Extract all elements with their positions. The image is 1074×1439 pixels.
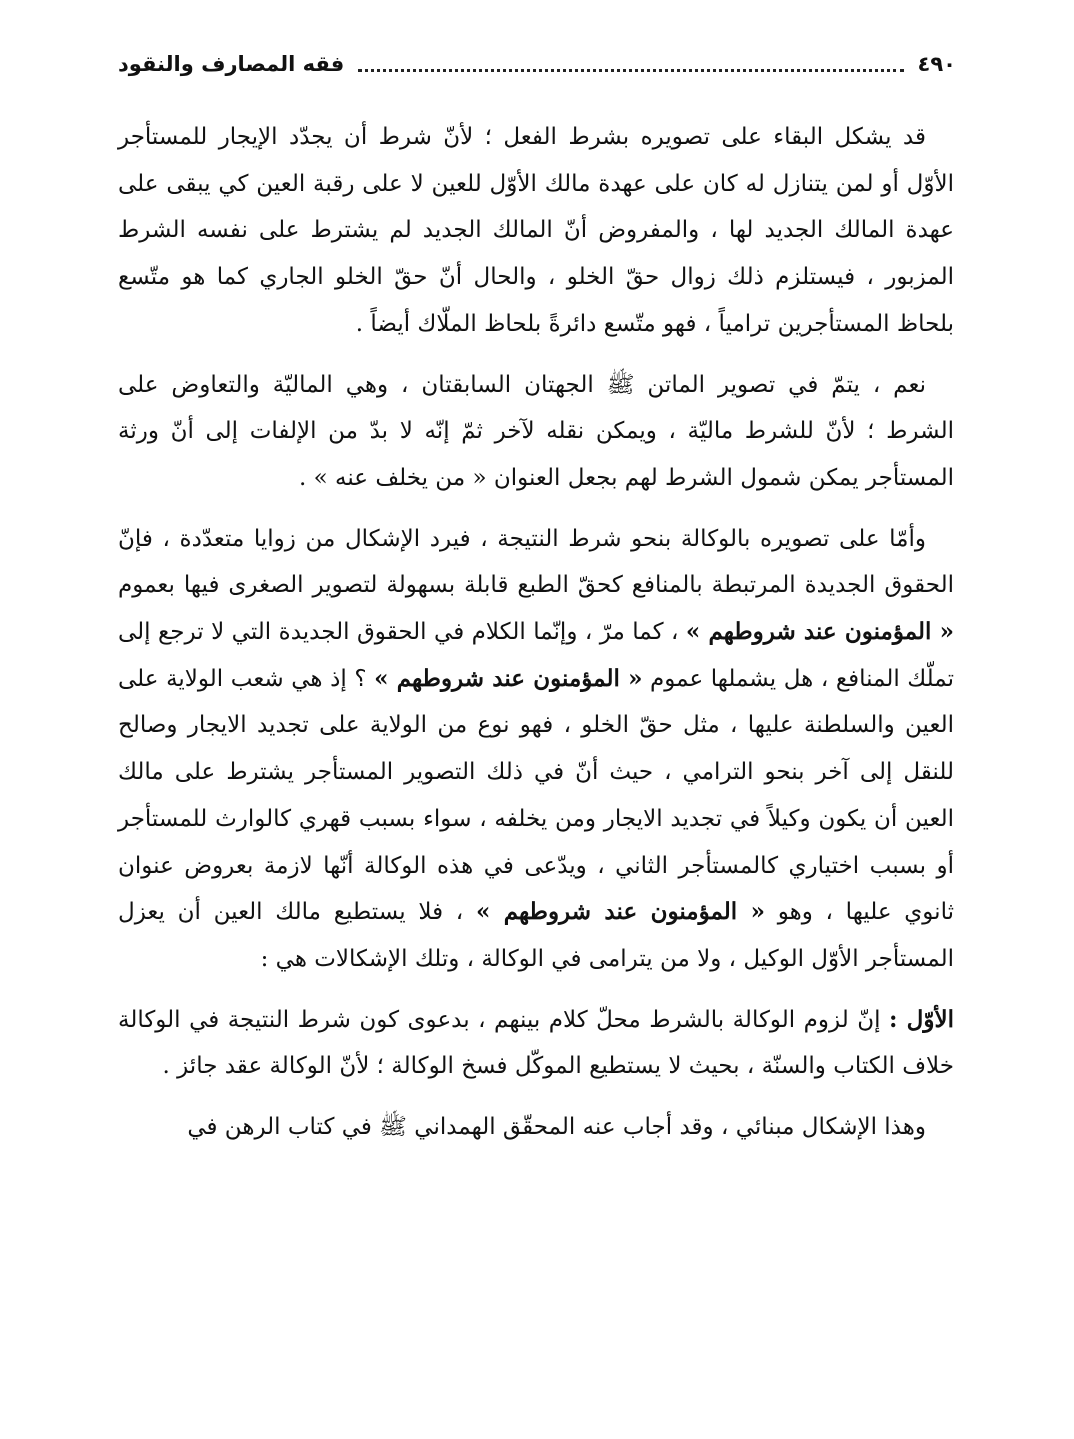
- paragraph-3: [118, 516, 954, 983]
- hadith-quote-3: « المؤمنون عند شروطهم »: [475, 898, 765, 926]
- paragraph-3-part-1: وأمّا على تصويره بالوكالة بنحو شرط النتيجة ، فيرد الإشكال من زوايا متعدّدة ، فإنّ الحقوق الجديدة المرتبطة بالمنافع كحقّ الطبع قابلة بسهولة لتصوير الصغرى فيها بعموم: [118, 525, 954, 599]
- header-dotted-leader: [358, 69, 903, 72]
- page-number: ٤٩٠: [917, 52, 956, 76]
- running-title: فقه المصارف والنقود: [118, 52, 345, 76]
- paragraph-1: قد يشكل البقاء على تصويره بشرط الفعل ؛ لأنّ شرط أن يجدّد الإيجار للمستأجر الأوّل أو لمن يتنازل له كان على عهدة مالك الأوّل للعين لا على رقبة العين كي يبقى على عهدة المالك الجديد لها ، والمفروض أنّ المالك الجديد لم يشترط على نفسه الشرط المزبور ، فيستلزم ذلك زوال حقّ الخلو ، والحال أنّ حقّ الخلو الجاري كما هو متّسع بلحاظ المستأجرين ترامياً ، فهو متّسع دائرةً بلحاظ الملّاك أيضاً .: [118, 124, 955, 337]
- page-header: [118, 44, 956, 84]
- body-text: [118, 114, 954, 1165]
- paragraph-3-part-2: ، كما مرّ ، وإنّما الكلام في الحقوق الجديدة التي لا ترجع إلى تملّك المنافع ، هل يشملها عموم: [118, 619, 954, 692]
- paragraph-4-text: إنّ لزوم الوكالة بالشرط محلّ كلام بينهم ، بدعوى كون شرط النتيجة في الوكالة خلاف الكتاب والسنّة ، بحيث لا يستطيع الموكّل فسخ الوكالة ؛ لأنّ الوكالة عقد جائز .: [118, 1006, 954, 1080]
- hadith-quote-1: « المؤمنون عند شروطهم »: [685, 618, 954, 646]
- first-objection-label: الأوّل :: [888, 1005, 954, 1033]
- paragraph-4: [118, 997, 954, 1090]
- paragraph-3-part-4: ، فلا يستطيع مالك العين أن يعزل المستأجر الأوّل الوكيل ، ولا من يترامى في الوكالة ، وتلك الإشكالات هي :: [118, 899, 954, 972]
- hadith-quote-2: « المؤمنون عند شروطهم »: [374, 664, 643, 692]
- paragraph-3-part-3: ؟ إذ هي شعب الولاية على العين والسلطنة عليها ، مثل حقّ الخلو ، فهو نوع من الولاية على تجديد الايجار وصالح للنقل إلى آخر بنحو الترامي ، حيث أنّ في ذلك التصوير المستأجر يشترط على مالك العين أن يكون وكيلاً في تجديد الايجار ومن يخلفه ، سواء بسبب قهري كالوارث للمستأجر أو بسبب اختياري كالمستأجر الثاني ، ويدّعى في هذه الوكالة أنّها لازمة بعروض عنوان ثانوي عليها ، وهو: [118, 665, 954, 926]
- paragraph-5: وهذا الإشكال مبنائي ، وقد أجاب عنه المحقّق الهمداني ﷺ في كتاب الرهن في: [187, 1114, 926, 1141]
- paragraph-2: نعم ، يتمّ في تصوير الماتن ﷺ الجهتان السابقتان ، وهي الماليّة والتعاوض على الشرط ؛ لأنّ للشرط ماليّة ، ويمكن نقله لآخر ثمّ إنّه لا بدّ من الإلفات إلى أنّ ورثة المستأجر يمكن شمول الشرط لهم بجعل العنوان « من يخلف عنه » .: [118, 371, 954, 491]
